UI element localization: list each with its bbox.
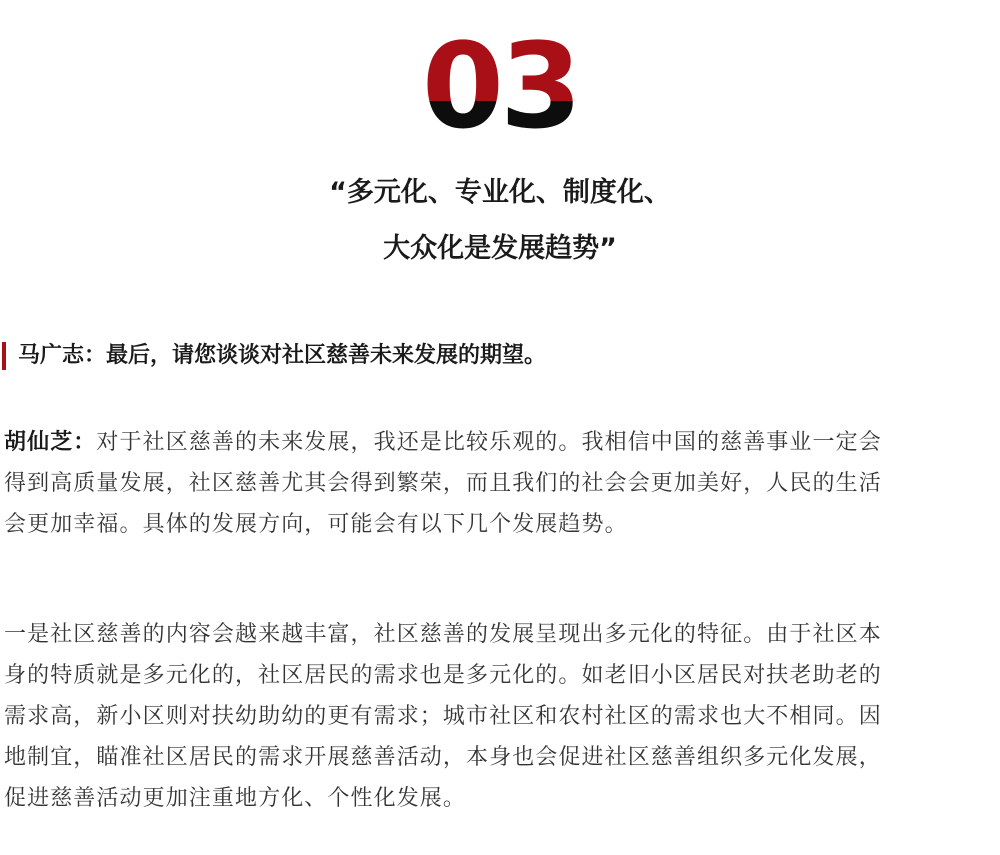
body-paragraph xyxy=(4,614,998,819)
paragraph-line: 一是社区慈善的内容会越来越丰富，社区慈善的发展呈现出多元化的特征。由于社区本 xyxy=(4,622,882,647)
question-text: 最后，请您谈谈对社区慈善未来发展的期望。 xyxy=(106,343,547,368)
paragraph-line: 身的特质就是多元化的，社区居民的需求也是多元化的。如老旧小区居民对扶老助老的 xyxy=(4,663,882,688)
section-number: 03 xyxy=(0,24,1000,148)
paragraph-line: 地制宜，瞄准社区居民的需求开展慈善活动，本身也会促进社区慈善组织多元化发展， xyxy=(4,745,882,770)
answer-line-text: 对于社区慈善的未来发展，我还是比较乐观的。我相信中国的慈善事业一定会 xyxy=(96,430,882,455)
section-heading-line-1: “多元化、专业化、制度化、 xyxy=(329,177,671,208)
answer-speaker: 胡仙芝： xyxy=(4,430,97,455)
question-speaker: 马广志： xyxy=(18,343,107,368)
question-text-wrap xyxy=(18,340,546,372)
section-heading-line-2: 大众化是发展趋势” xyxy=(383,233,617,264)
paragraph-line: 促进慈善活动更加注重地方化、个性化发展。 xyxy=(4,786,467,811)
question-accent-bar xyxy=(2,342,6,370)
answer-line: 会更加幸福。具体的发展方向，可能会有以下几个发展趋势。 xyxy=(4,512,628,537)
answer-line: 得到高质量发展，社区慈善尤其会得到繁荣，而且我们的社会会更加美好，人民的生活 xyxy=(4,471,882,496)
answer-line xyxy=(4,422,998,463)
paragraph-line: 需求高，新小区则对扶幼助幼的更有需求；城市社区和农村社区的需求也大不相同。因 xyxy=(4,704,882,729)
answer-paragraph xyxy=(4,422,998,545)
interview-question xyxy=(0,340,980,372)
